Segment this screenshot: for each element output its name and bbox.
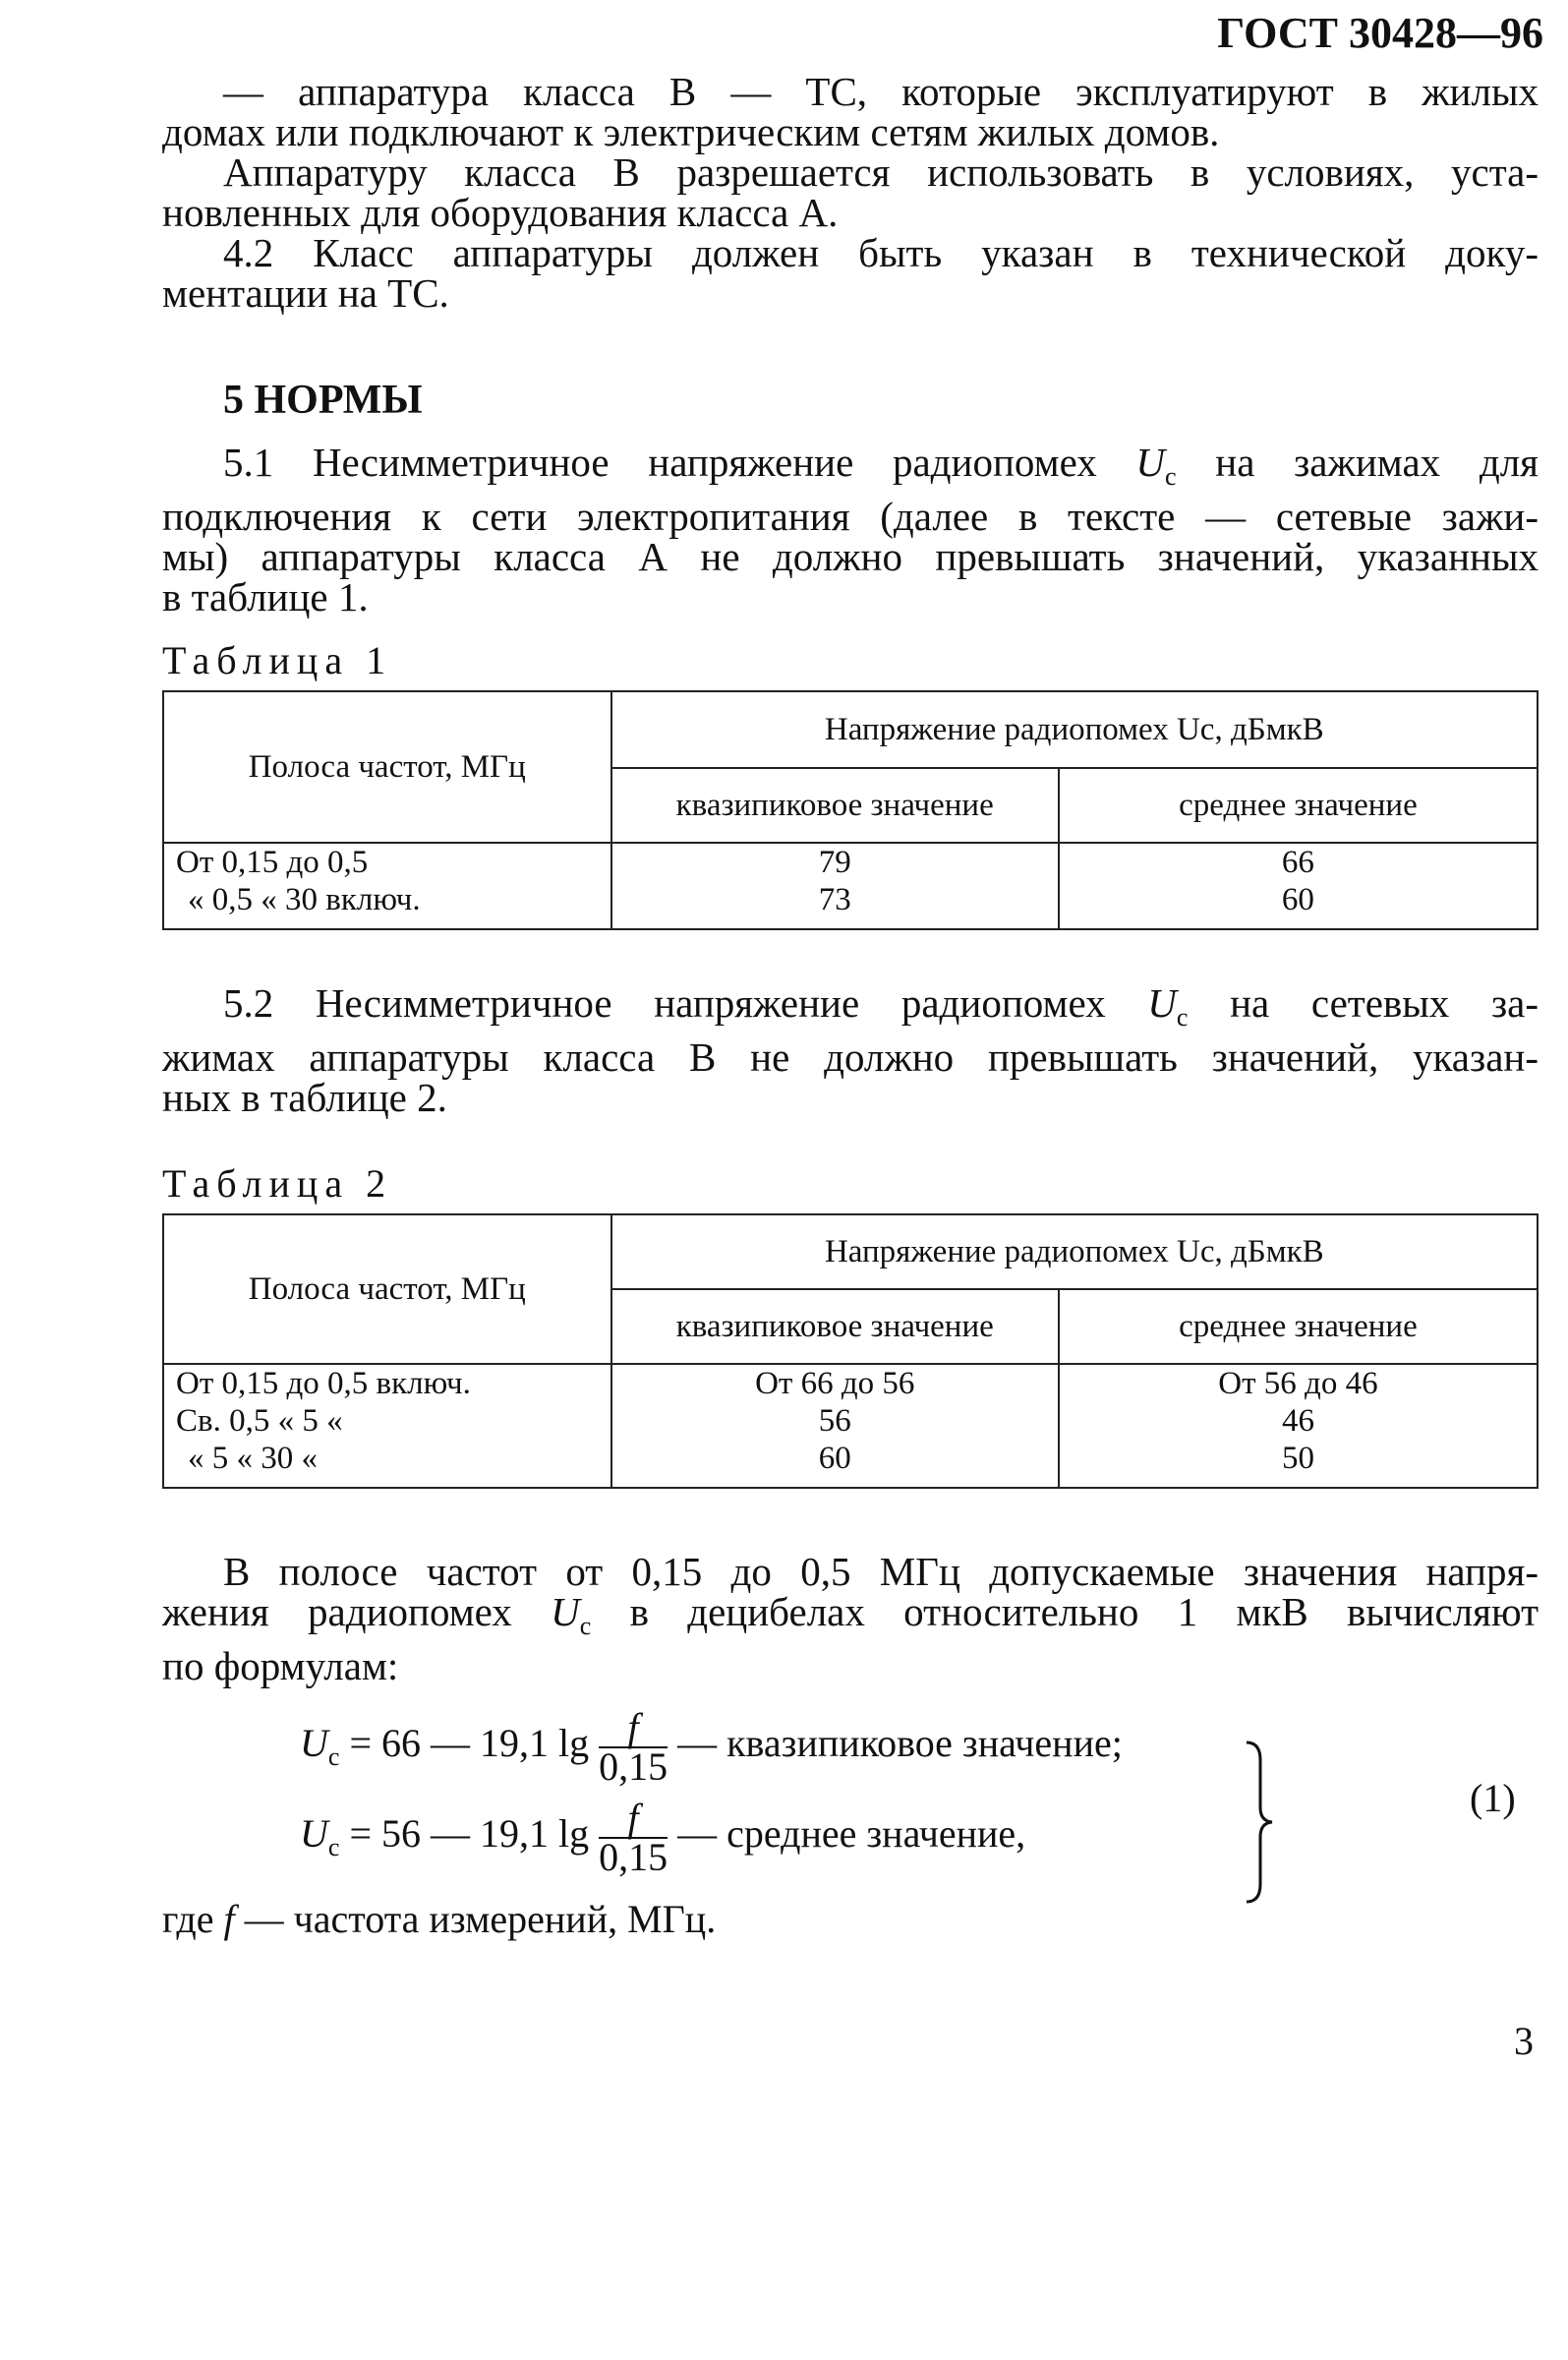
band-cell (163, 843, 611, 929)
symbol-u: U (551, 1589, 580, 1634)
table-2 (162, 1213, 1539, 1489)
clause-line: мы) аппаратуры класса А не должно превышать значений, указанных (162, 534, 1539, 580)
intro-line: — аппаратура класса В — ТС, которые эксплуатируют в жилых (223, 69, 1539, 114)
fraction-numerator: f (599, 1800, 668, 1839)
symbol-u: U (1147, 980, 1177, 1026)
header-quasi-peak: квазипиковое значение (611, 1289, 1059, 1364)
table-row: От 0,15 до 0,5 (176, 845, 369, 880)
table-row: 46 (1281, 1403, 1314, 1439)
fraction (599, 1796, 668, 1879)
table-row: 60 (818, 1441, 851, 1476)
table-row: 73 (818, 882, 851, 917)
clause-line: подключения к сети электропитания (далее в тексте — сетевые зажи- (162, 494, 1539, 540)
average-cell (1059, 843, 1538, 929)
symbol-u: U (300, 1811, 328, 1857)
clause-line (162, 980, 1539, 1037)
formula-desc: — среднее значение, (668, 1811, 1026, 1857)
clause-5-2 (162, 980, 1539, 1121)
formula-lhs: = 56 — 19,1 lg (339, 1811, 600, 1857)
symbol-sub: c (327, 1833, 340, 1862)
table-row: От 56 до 46 (1218, 1366, 1378, 1401)
table-1 (162, 690, 1539, 930)
formula-lhs: = 66 — 19,1 lg (339, 1721, 600, 1766)
formula-quasi-peak (300, 1705, 1123, 1789)
symbol-u: U (1135, 440, 1166, 485)
header-average: среднее значение (1059, 1289, 1538, 1364)
band-cell (163, 1364, 611, 1488)
formula-intro-line: по формулам: (162, 1643, 399, 1689)
table-row: 50 (1281, 1441, 1314, 1476)
formula-average (300, 1796, 1026, 1879)
table1-caption: Таблица 1 (162, 638, 393, 682)
header-band: Полоса частот, МГц (163, 691, 611, 843)
quasi-peak-cell (611, 843, 1059, 929)
quasi-peak-cell (611, 1364, 1059, 1488)
equation-number: (1) (1470, 1776, 1516, 1820)
table-row: « 5 « 30 « (188, 1441, 318, 1476)
symbol-sub: c (1176, 1003, 1189, 1032)
table-row: 60 (1281, 882, 1314, 917)
where-text: — частота измерений, МГц. (234, 1897, 717, 1941)
section-heading: 5 НОРМЫ (223, 378, 423, 423)
clause-line: в таблице 1. (162, 574, 369, 620)
where-clause (162, 1896, 716, 1942)
table-row: Св. 0,5 « 5 « (176, 1403, 343, 1439)
formula-intro-text: жения радиопомех (162, 1589, 552, 1634)
clause-line: жимах аппаратуры класса В не должно превышать значений, указан- (162, 1034, 1539, 1081)
symbol-u: U (300, 1721, 328, 1766)
formula-intro-text: в децибелах относительно 1 мкВ вычисляют (591, 1589, 1539, 1634)
right-brace-icon (1241, 1739, 1280, 1906)
clause-line: ных в таблице 2. (162, 1075, 447, 1121)
formula-intro-line (162, 1589, 1539, 1646)
table-row: 79 (818, 845, 851, 880)
header-voltage: Напряжение радиопомех Uc, дБмкВ (611, 1214, 1538, 1289)
clause-text: 5.2 Несимметричное напряжение радиопомех (223, 980, 1148, 1026)
header-band: Полоса частот, МГц (163, 1214, 611, 1364)
clause-text: на зажимах для (1215, 440, 1539, 485)
intro-line: ментации на ТС. (162, 270, 449, 316)
table-row: 66 (1281, 845, 1314, 880)
fraction-denominator: 0,15 (599, 1835, 668, 1879)
clause-text: на сетевых за- (1230, 980, 1539, 1026)
clause-line (162, 442, 1539, 497)
intro-line: домах или подключают к электрическим сетям жилых домов. (162, 109, 1220, 154)
table-row: От 0,15 до 0,5 включ. (176, 1366, 471, 1401)
intro-line: Аппаратуру класса В разрешается использовать в условиях, уста- (223, 149, 1539, 195)
clause-text: 5.1 Несимметричное напряжение радиопомех (223, 440, 1136, 485)
symbol-sub: c (1165, 462, 1177, 492)
intro-line: 4.2 Класс аппаратуры должен быть указан в технической доку- (223, 230, 1539, 275)
formula-intro (162, 1549, 1539, 1689)
formula-desc: — квазипиковое значение; (668, 1721, 1123, 1766)
average-cell (1059, 1364, 1538, 1488)
header-voltage: Напряжение радиопомех Uc, дБмкВ (611, 691, 1538, 768)
fraction (599, 1705, 668, 1789)
where-prefix: где (162, 1897, 224, 1941)
table-row: 56 (818, 1403, 851, 1439)
intro-line: новленных для оборудования класса А. (162, 190, 839, 235)
where-var: f (223, 1897, 235, 1941)
intro-paragraph (162, 69, 1539, 316)
clause-5-1 (162, 442, 1539, 618)
table-row: От 66 до 56 (755, 1366, 915, 1401)
formula-intro-line: В полосе частот от 0,15 до 0,5 МГц допускаемые значения напря- (223, 1549, 1539, 1594)
table2-caption: Таблица 2 (162, 1161, 393, 1206)
header-quasi-peak: квазипиковое значение (611, 768, 1059, 843)
symbol-sub: c (327, 1742, 340, 1772)
fraction-numerator: f (599, 1709, 668, 1748)
table-row: « 0,5 « 30 включ. (188, 882, 421, 917)
symbol-sub: c (579, 1612, 592, 1641)
fraction-denominator: 0,15 (599, 1744, 668, 1789)
page-number: 3 (1514, 2019, 1534, 2063)
document-header: ГОСТ 30428—96 (1217, 9, 1543, 57)
header-average: среднее значение (1059, 768, 1538, 843)
